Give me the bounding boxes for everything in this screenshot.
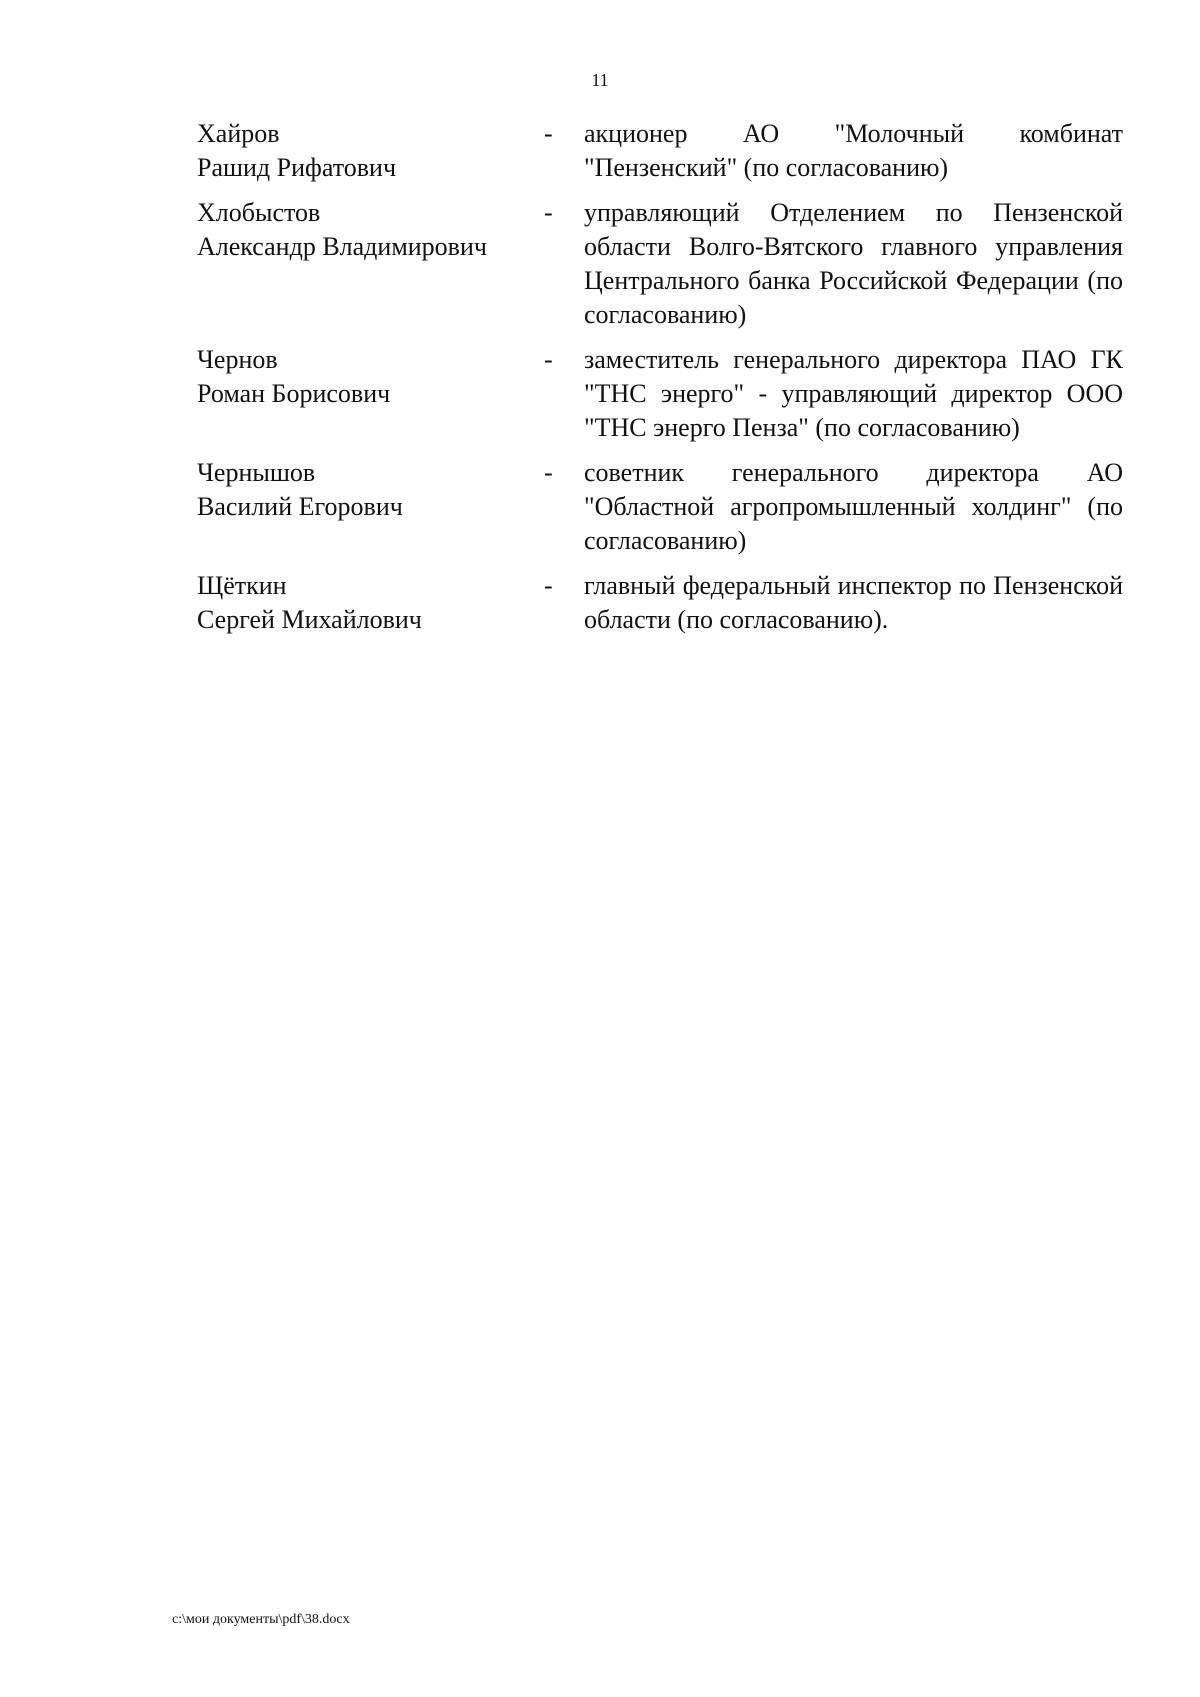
member-given-names: Сергей Михайлович bbox=[197, 605, 422, 634]
member-row bbox=[197, 343, 1123, 445]
member-position: акционер АО "Молочный комбинат "Пензенский" (по согласованию) bbox=[584, 119, 1123, 182]
member-dash: - bbox=[544, 458, 553, 487]
page-number: 11 bbox=[591, 70, 609, 90]
member-row bbox=[197, 569, 1123, 637]
member-name bbox=[197, 569, 537, 637]
member-name bbox=[197, 196, 537, 264]
member-row bbox=[197, 117, 1123, 185]
footer-file-path: c:\мои документы\pdf\38.docx bbox=[172, 1612, 350, 1627]
member-surname: Хлобыстов bbox=[197, 198, 321, 227]
member-given-names: Александр Владимирович bbox=[197, 232, 487, 261]
member-given-names: Роман Борисович bbox=[197, 379, 391, 408]
member-name bbox=[197, 117, 537, 185]
member-surname: Чернышов bbox=[197, 458, 316, 487]
member-position: управляющий Отделением по Пензенской области Волго-Вятского главного управления Центрального банка Российской Федерации (по согласованию) bbox=[584, 198, 1123, 329]
member-surname: Чернов bbox=[197, 345, 278, 374]
members-list bbox=[197, 117, 1123, 648]
member-given-names: Рашид Рифатович bbox=[197, 153, 397, 182]
member-surname: Щёткин bbox=[197, 571, 287, 600]
member-given-names: Василий Егорович bbox=[197, 492, 403, 521]
member-position: заместитель генерального директора ПАО ГК "ТНС энерго" - управляющий директор ООО "ТНС энерго Пенза" (по согласованию) bbox=[584, 345, 1123, 442]
member-row bbox=[197, 196, 1123, 332]
member-dash: - bbox=[544, 571, 553, 600]
member-surname: Хайров bbox=[197, 119, 280, 148]
member-name bbox=[197, 456, 537, 524]
member-dash: - bbox=[544, 198, 553, 227]
member-row bbox=[197, 456, 1123, 558]
member-name bbox=[197, 343, 537, 411]
member-position: главный федеральный инспектор по Пензенской области (по согласованию). bbox=[584, 571, 1123, 634]
member-dash: - bbox=[544, 119, 553, 148]
member-dash: - bbox=[544, 345, 553, 374]
member-position: советник генерального директора АО "Областной агропромышленный холдинг" (по согласованию) bbox=[584, 458, 1123, 555]
